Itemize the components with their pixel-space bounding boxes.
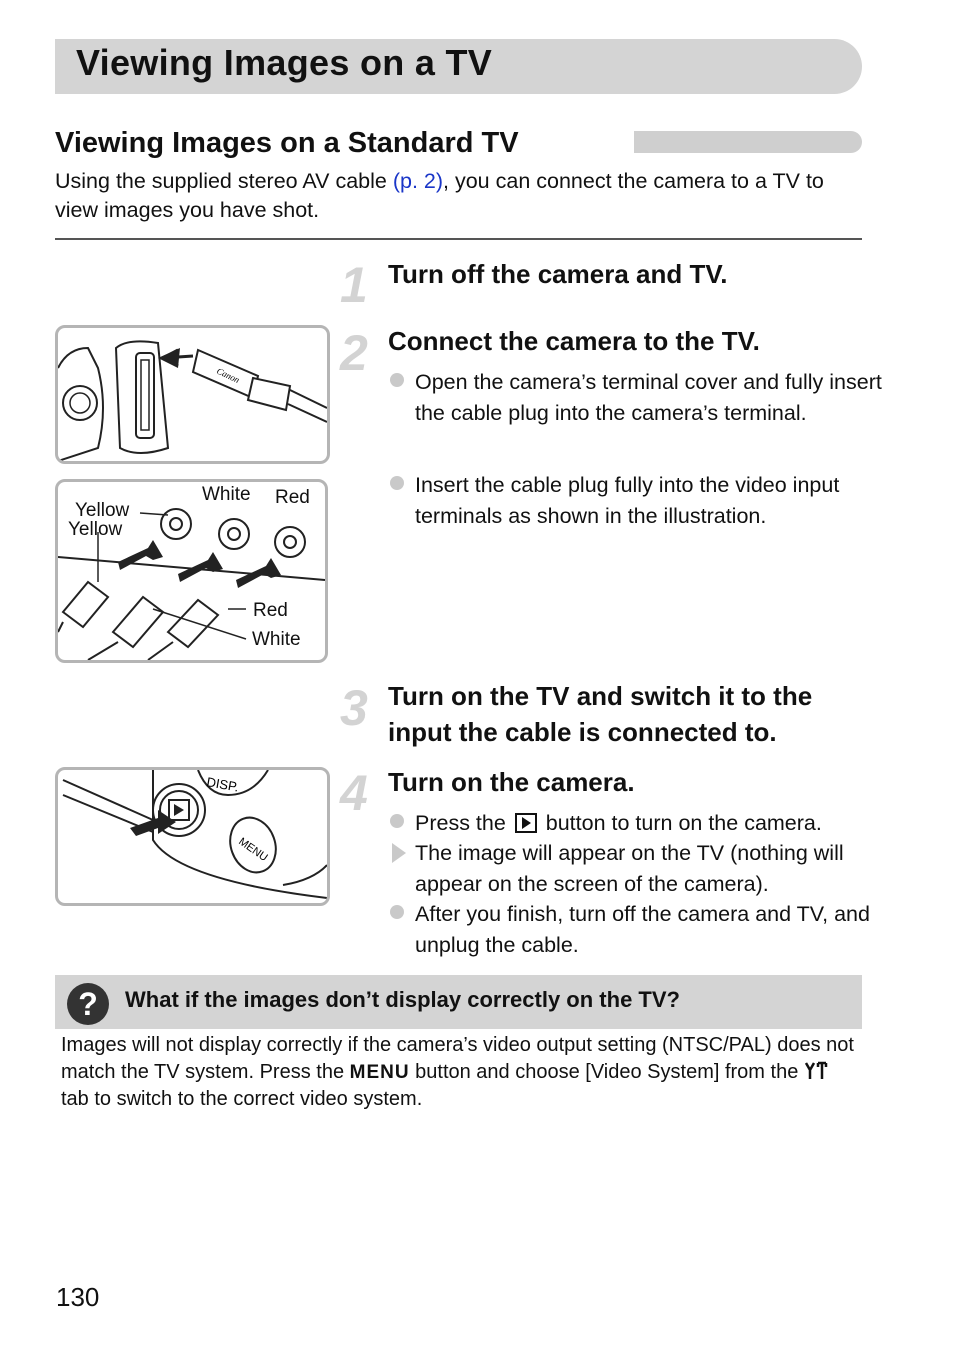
av-jacks-illustration	[55, 479, 328, 663]
plug-label-white: White	[252, 629, 301, 650]
intro-text-1: Using the supplied stereo AV cable	[55, 169, 393, 193]
menu-button-label: MENU	[236, 835, 270, 865]
bullet-icon	[390, 476, 404, 490]
disp-button-label: DISP.	[205, 774, 240, 795]
playback-button-icon	[515, 813, 537, 833]
tools-tab-icon	[804, 1061, 828, 1081]
step-4-result: The image will appear on the TV (nothing will appear on the screen of the camera).	[390, 838, 885, 899]
intro-text-2: , you can connect the camera to a TV to view images you have shot.	[55, 169, 824, 222]
step-4-bullet-2: After you finish, turn off the camera and TV, and unplug the cable.	[390, 899, 885, 960]
cable-brand-label: Canon	[215, 365, 242, 385]
plug-label-red: Red	[253, 600, 288, 621]
step-3-heading: Turn on the TV and switch it to the input the cable is connected to.	[388, 681, 813, 747]
section-title-bar	[634, 131, 862, 153]
jack-label-white: White	[202, 484, 251, 505]
jack-label-yellow: Yellow	[75, 500, 130, 521]
menu-button-glyph: MENU	[349, 1062, 410, 1083]
bullet-icon	[390, 814, 404, 828]
jack-label-red: Red	[275, 487, 310, 508]
intro-paragraph	[55, 167, 865, 225]
step-number-2: 2	[340, 325, 368, 381]
bullet-icon	[390, 373, 404, 387]
step-number-3: 3	[340, 680, 368, 736]
camera-terminal-illustration	[55, 325, 330, 464]
step-4-heading: Turn on the camera.	[388, 767, 635, 797]
page-number: 130	[56, 1282, 100, 1312]
step-2-heading: Connect the camera to the TV.	[388, 326, 760, 356]
faq-question: What if the images don’t display correctly on the TV?	[125, 987, 680, 1012]
step-2-bullet-2: Insert the cable plug fully into the video input terminals as shown in the illustration.	[390, 470, 885, 531]
divider	[55, 238, 862, 240]
question-icon: ?	[67, 983, 109, 1025]
step-1-heading: Turn off the camera and TV.	[388, 259, 728, 289]
faq-answer: Images will not display correctly if the camera’s video output setting (NTSC/PAL) does not match the TV system. Press the MENU button and choose [Video System] from the tab to switch to the correct video system.	[61, 1034, 854, 1110]
camera-buttons-illustration	[55, 767, 330, 906]
page-reference-link[interactable]: (p. 2)	[392, 169, 444, 193]
section-title: Viewing Images on a Standard TV	[55, 127, 519, 159]
step-number-4: 4	[340, 765, 368, 821]
step-number-1: 1	[340, 257, 368, 313]
step-4-bullet-1: Press the button to turn on the camera.	[390, 808, 891, 839]
bullet-icon	[390, 905, 404, 919]
result-arrow-icon	[392, 843, 406, 863]
page-title: Viewing Images on a TV	[76, 42, 493, 83]
step-2-bullet-1: Open the camera’s terminal cover and fully insert the cable plug into the camera’s terminal.	[390, 367, 885, 428]
plug-label-yellow: Yellow	[68, 519, 123, 540]
